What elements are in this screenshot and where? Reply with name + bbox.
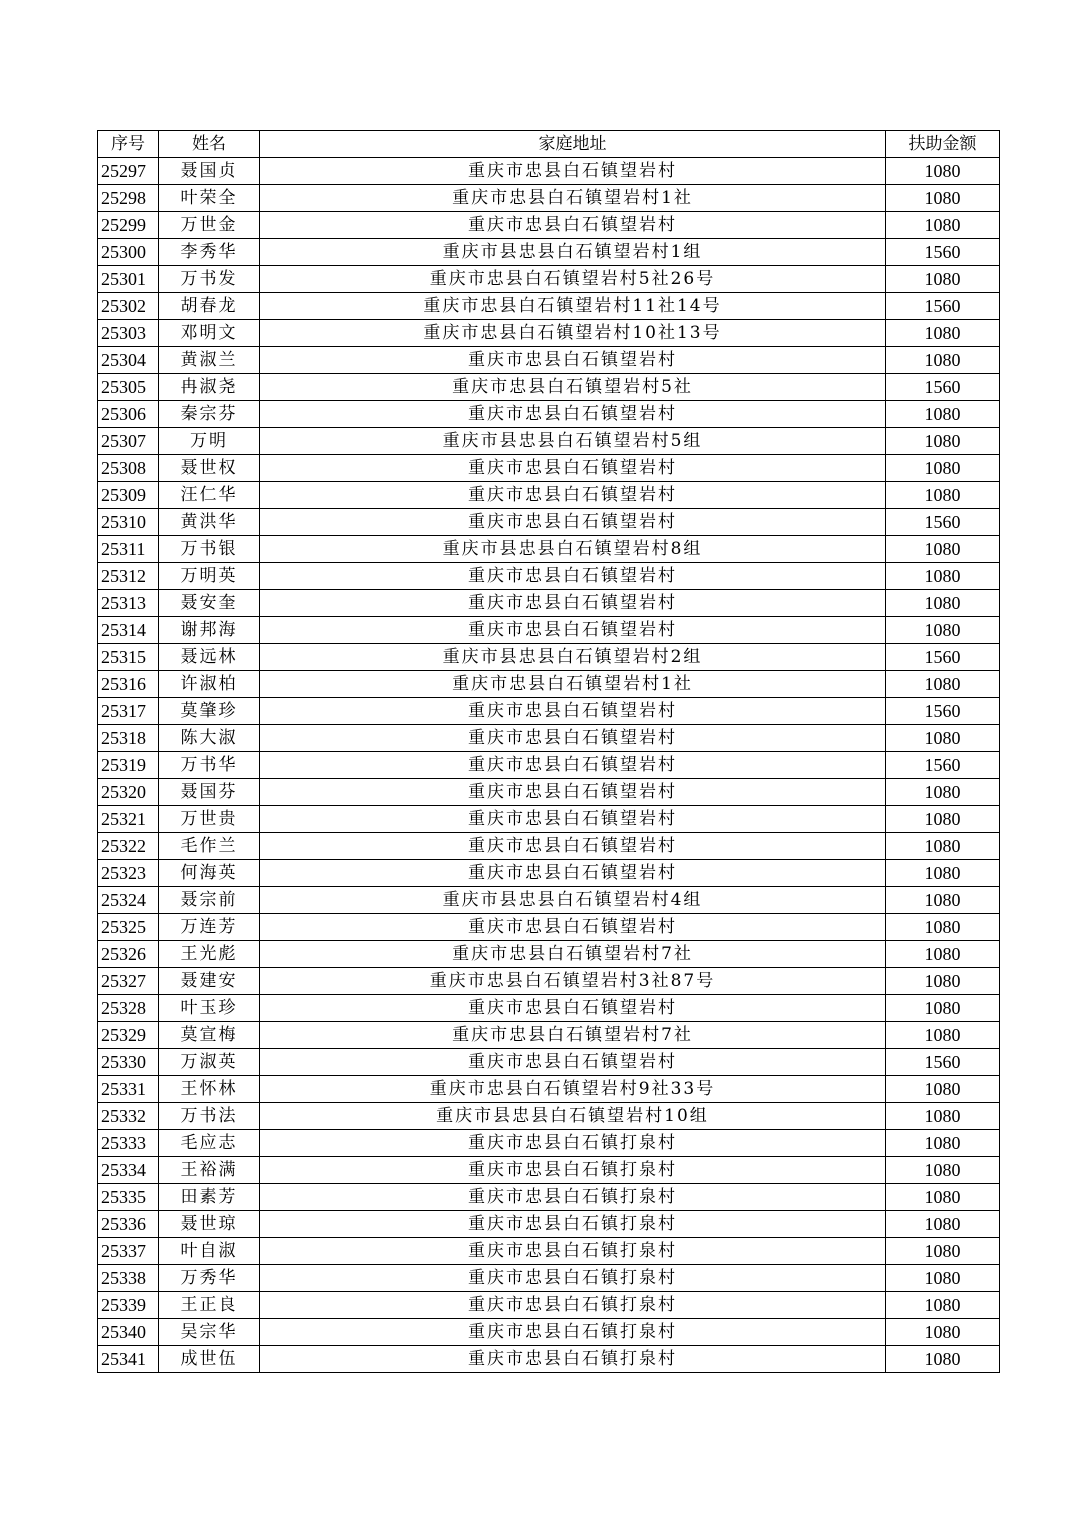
row-index: 25303	[98, 320, 159, 347]
row-name: 李秀华	[159, 239, 260, 266]
row-amount: 1080	[886, 887, 1000, 914]
row-address: 重庆市县忠县白石镇望岩村10组	[260, 1103, 886, 1130]
row-amount: 1080	[886, 914, 1000, 941]
row-index: 25340	[98, 1319, 159, 1346]
table-row	[98, 671, 1000, 698]
row-name: 王裕满	[159, 1157, 260, 1184]
row-address: 重庆市忠县白石镇望岩村1社	[260, 671, 886, 698]
table-row	[98, 752, 1000, 779]
table-row	[98, 239, 1000, 266]
row-address: 重庆市忠县白石镇望岩村	[260, 347, 886, 374]
row-name: 王正良	[159, 1292, 260, 1319]
row-amount: 1080	[886, 671, 1000, 698]
row-index: 25333	[98, 1130, 159, 1157]
row-index: 25317	[98, 698, 159, 725]
row-index: 25329	[98, 1022, 159, 1049]
header-amount: 扶助金额	[886, 131, 1000, 158]
row-name: 陈大淑	[159, 725, 260, 752]
header-name: 姓名	[159, 131, 260, 158]
row-amount: 1080	[886, 1022, 1000, 1049]
row-address: 重庆市忠县白石镇打泉村	[260, 1211, 886, 1238]
row-amount: 1080	[886, 158, 1000, 185]
row-amount: 1080	[886, 941, 1000, 968]
table-row	[98, 941, 1000, 968]
table-row	[98, 212, 1000, 239]
table-row	[98, 320, 1000, 347]
row-index: 25327	[98, 968, 159, 995]
row-index: 25332	[98, 1103, 159, 1130]
row-address: 重庆市县忠县白石镇望岩村2组	[260, 644, 886, 671]
row-index: 25315	[98, 644, 159, 671]
row-index: 25304	[98, 347, 159, 374]
table-row	[98, 266, 1000, 293]
table-row	[98, 644, 1000, 671]
row-amount: 1080	[886, 1346, 1000, 1373]
table-row	[98, 617, 1000, 644]
row-name: 万书华	[159, 752, 260, 779]
row-name: 万秀华	[159, 1265, 260, 1292]
row-index: 25326	[98, 941, 159, 968]
row-address: 重庆市忠县白石镇望岩村	[260, 1049, 886, 1076]
row-amount: 1080	[886, 725, 1000, 752]
row-name: 聂国贞	[159, 158, 260, 185]
row-name: 万淑英	[159, 1049, 260, 1076]
row-name: 莫宣梅	[159, 1022, 260, 1049]
table-row	[98, 1103, 1000, 1130]
table-row	[98, 1319, 1000, 1346]
row-name: 胡春龙	[159, 293, 260, 320]
row-address: 重庆市忠县白石镇望岩村	[260, 563, 886, 590]
header-index: 序号	[98, 131, 159, 158]
row-name: 毛应志	[159, 1130, 260, 1157]
table-row	[98, 1130, 1000, 1157]
row-address: 重庆市忠县白石镇望岩村	[260, 806, 886, 833]
row-amount: 1080	[886, 455, 1000, 482]
row-index: 25311	[98, 536, 159, 563]
table-row	[98, 347, 1000, 374]
row-name: 聂远林	[159, 644, 260, 671]
table-row	[98, 1157, 1000, 1184]
row-amount: 1560	[886, 644, 1000, 671]
table-row	[98, 509, 1000, 536]
row-amount: 1080	[886, 320, 1000, 347]
row-name: 聂宗前	[159, 887, 260, 914]
table-row	[98, 1265, 1000, 1292]
row-address: 重庆市忠县白石镇望岩村	[260, 212, 886, 239]
row-amount: 1560	[886, 698, 1000, 725]
table-row	[98, 1076, 1000, 1103]
row-amount: 1080	[886, 617, 1000, 644]
row-address: 重庆市忠县白石镇望岩村3社87号	[260, 968, 886, 995]
row-index: 25338	[98, 1265, 159, 1292]
row-index: 25320	[98, 779, 159, 806]
table-row	[98, 590, 1000, 617]
row-address: 重庆市忠县白石镇望岩村	[260, 914, 886, 941]
row-address: 重庆市县忠县白石镇望岩村8组	[260, 536, 886, 563]
row-amount: 1080	[886, 1103, 1000, 1130]
row-address: 重庆市忠县白石镇打泉村	[260, 1238, 886, 1265]
row-address: 重庆市忠县白石镇望岩村	[260, 401, 886, 428]
table-row	[98, 536, 1000, 563]
row-amount: 1080	[886, 833, 1000, 860]
row-name: 成世伍	[159, 1346, 260, 1373]
table-row	[98, 698, 1000, 725]
row-index: 25302	[98, 293, 159, 320]
table-row	[98, 860, 1000, 887]
row-address: 重庆市忠县白石镇望岩村5社26号	[260, 266, 886, 293]
row-index: 25322	[98, 833, 159, 860]
table-row	[98, 806, 1000, 833]
row-address: 重庆市忠县白石镇望岩村	[260, 698, 886, 725]
row-name: 王光彪	[159, 941, 260, 968]
row-address: 重庆市忠县白石镇望岩村	[260, 482, 886, 509]
row-name: 许淑柏	[159, 671, 260, 698]
row-amount: 1080	[886, 860, 1000, 887]
row-name: 冉淑尧	[159, 374, 260, 401]
row-address: 重庆市忠县白石镇望岩村	[260, 617, 886, 644]
table-row	[98, 1211, 1000, 1238]
table-row	[98, 1049, 1000, 1076]
table-row	[98, 482, 1000, 509]
row-address: 重庆市忠县白石镇望岩村	[260, 455, 886, 482]
row-address: 重庆市忠县白石镇望岩村	[260, 509, 886, 536]
table-row	[98, 779, 1000, 806]
row-amount: 1080	[886, 995, 1000, 1022]
row-name: 邓明文	[159, 320, 260, 347]
row-amount: 1080	[886, 968, 1000, 995]
row-name: 万书发	[159, 266, 260, 293]
row-amount: 1080	[886, 1211, 1000, 1238]
row-amount: 1080	[886, 482, 1000, 509]
row-amount: 1080	[886, 1319, 1000, 1346]
subsidy-table-container	[97, 130, 999, 1373]
row-name: 叶自淑	[159, 1238, 260, 1265]
row-index: 25310	[98, 509, 159, 536]
row-name: 黄淑兰	[159, 347, 260, 374]
table-row	[98, 455, 1000, 482]
row-name: 万书法	[159, 1103, 260, 1130]
row-name: 万明	[159, 428, 260, 455]
header-address: 家庭地址	[260, 131, 886, 158]
row-name: 聂世权	[159, 455, 260, 482]
row-amount: 1080	[886, 1130, 1000, 1157]
table-row	[98, 1292, 1000, 1319]
row-index: 25335	[98, 1184, 159, 1211]
header-row	[98, 131, 1000, 158]
row-name: 莫肇珍	[159, 698, 260, 725]
row-amount: 1080	[886, 185, 1000, 212]
table-row	[98, 428, 1000, 455]
row-amount: 1560	[886, 293, 1000, 320]
row-address: 重庆市忠县白石镇望岩村	[260, 725, 886, 752]
row-name: 万世贵	[159, 806, 260, 833]
row-name: 吴宗华	[159, 1319, 260, 1346]
row-address: 重庆市忠县白石镇打泉村	[260, 1346, 886, 1373]
table-row	[98, 968, 1000, 995]
row-amount: 1080	[886, 428, 1000, 455]
row-name: 汪仁华	[159, 482, 260, 509]
row-address: 重庆市忠县白石镇打泉村	[260, 1292, 886, 1319]
row-index: 25299	[98, 212, 159, 239]
row-amount: 1080	[886, 806, 1000, 833]
row-index: 25337	[98, 1238, 159, 1265]
row-name: 秦宗芬	[159, 401, 260, 428]
row-name: 田素芳	[159, 1184, 260, 1211]
table-row	[98, 1238, 1000, 1265]
row-address: 重庆市忠县白石镇望岩村	[260, 779, 886, 806]
row-amount: 1080	[886, 779, 1000, 806]
row-amount: 1080	[886, 563, 1000, 590]
row-index: 25328	[98, 995, 159, 1022]
row-address: 重庆市忠县白石镇望岩村	[260, 860, 886, 887]
row-index: 25318	[98, 725, 159, 752]
table-row	[98, 185, 1000, 212]
table-row	[98, 401, 1000, 428]
row-amount: 1080	[886, 1076, 1000, 1103]
row-amount: 1080	[886, 1184, 1000, 1211]
row-index: 25297	[98, 158, 159, 185]
row-amount: 1080	[886, 401, 1000, 428]
row-index: 25341	[98, 1346, 159, 1373]
row-address: 重庆市忠县白石镇望岩村	[260, 995, 886, 1022]
row-index: 25314	[98, 617, 159, 644]
row-address: 重庆市忠县白石镇望岩村11社14号	[260, 293, 886, 320]
row-index: 25309	[98, 482, 159, 509]
row-amount: 1080	[886, 347, 1000, 374]
row-index: 25312	[98, 563, 159, 590]
row-index: 25324	[98, 887, 159, 914]
table-row	[98, 158, 1000, 185]
row-name: 王怀林	[159, 1076, 260, 1103]
row-amount: 1080	[886, 266, 1000, 293]
subsidy-table	[97, 130, 1000, 1373]
row-address: 重庆市县忠县白石镇望岩村4组	[260, 887, 886, 914]
row-address: 重庆市忠县白石镇打泉村	[260, 1319, 886, 1346]
row-index: 25321	[98, 806, 159, 833]
row-amount: 1080	[886, 212, 1000, 239]
row-index: 25308	[98, 455, 159, 482]
row-index: 25307	[98, 428, 159, 455]
row-name: 谢邦海	[159, 617, 260, 644]
row-index: 25334	[98, 1157, 159, 1184]
row-name: 聂安奎	[159, 590, 260, 617]
row-amount: 1560	[886, 509, 1000, 536]
row-address: 重庆市忠县白石镇望岩村9社33号	[260, 1076, 886, 1103]
table-row	[98, 293, 1000, 320]
row-index: 25339	[98, 1292, 159, 1319]
row-name: 万明英	[159, 563, 260, 590]
row-index: 25325	[98, 914, 159, 941]
row-amount: 1560	[886, 239, 1000, 266]
table-row	[98, 563, 1000, 590]
table-row	[98, 725, 1000, 752]
row-index: 25336	[98, 1211, 159, 1238]
row-index: 25313	[98, 590, 159, 617]
row-name: 叶玉珍	[159, 995, 260, 1022]
row-index: 25331	[98, 1076, 159, 1103]
row-index: 25301	[98, 266, 159, 293]
row-name: 聂建安	[159, 968, 260, 995]
table-row	[98, 1346, 1000, 1373]
row-address: 重庆市忠县白石镇望岩村	[260, 833, 886, 860]
row-address: 重庆市忠县白石镇望岩村	[260, 590, 886, 617]
row-address: 重庆市忠县白石镇望岩村	[260, 752, 886, 779]
row-name: 叶荣全	[159, 185, 260, 212]
row-amount: 1080	[886, 1157, 1000, 1184]
row-index: 25298	[98, 185, 159, 212]
row-address: 重庆市忠县白石镇望岩村10社13号	[260, 320, 886, 347]
row-amount: 1080	[886, 1292, 1000, 1319]
row-amount: 1080	[886, 1238, 1000, 1265]
row-name: 何海英	[159, 860, 260, 887]
row-address: 重庆市县忠县白石镇望岩村1组	[260, 239, 886, 266]
row-address: 重庆市县忠县白石镇望岩村5组	[260, 428, 886, 455]
table-body	[98, 158, 1000, 1373]
row-name: 万书银	[159, 536, 260, 563]
table-row	[98, 1184, 1000, 1211]
row-address: 重庆市忠县白石镇打泉村	[260, 1184, 886, 1211]
row-address: 重庆市忠县白石镇望岩村5社	[260, 374, 886, 401]
row-name: 万世金	[159, 212, 260, 239]
row-amount: 1560	[886, 374, 1000, 401]
table-row	[98, 914, 1000, 941]
row-address: 重庆市忠县白石镇打泉村	[260, 1130, 886, 1157]
row-index: 25300	[98, 239, 159, 266]
row-address: 重庆市忠县白石镇打泉村	[260, 1157, 886, 1184]
row-name: 聂世琼	[159, 1211, 260, 1238]
row-address: 重庆市忠县白石镇打泉村	[260, 1265, 886, 1292]
row-index: 25319	[98, 752, 159, 779]
row-amount: 1560	[886, 1049, 1000, 1076]
row-address: 重庆市忠县白石镇望岩村1社	[260, 185, 886, 212]
row-name: 万连芳	[159, 914, 260, 941]
row-index: 25316	[98, 671, 159, 698]
table-header	[98, 131, 1000, 158]
row-amount: 1080	[886, 590, 1000, 617]
table-row	[98, 1022, 1000, 1049]
row-name: 黄洪华	[159, 509, 260, 536]
row-address: 重庆市忠县白石镇望岩村7社	[260, 1022, 886, 1049]
row-amount: 1080	[886, 1265, 1000, 1292]
row-amount: 1080	[886, 536, 1000, 563]
row-amount: 1560	[886, 752, 1000, 779]
row-address: 重庆市忠县白石镇望岩村7社	[260, 941, 886, 968]
row-index: 25305	[98, 374, 159, 401]
row-index: 25306	[98, 401, 159, 428]
row-address: 重庆市忠县白石镇望岩村	[260, 158, 886, 185]
row-index: 25330	[98, 1049, 159, 1076]
row-index: 25323	[98, 860, 159, 887]
table-row	[98, 887, 1000, 914]
table-row	[98, 374, 1000, 401]
row-name: 毛作兰	[159, 833, 260, 860]
table-row	[98, 833, 1000, 860]
table-row	[98, 995, 1000, 1022]
row-name: 聂国芬	[159, 779, 260, 806]
